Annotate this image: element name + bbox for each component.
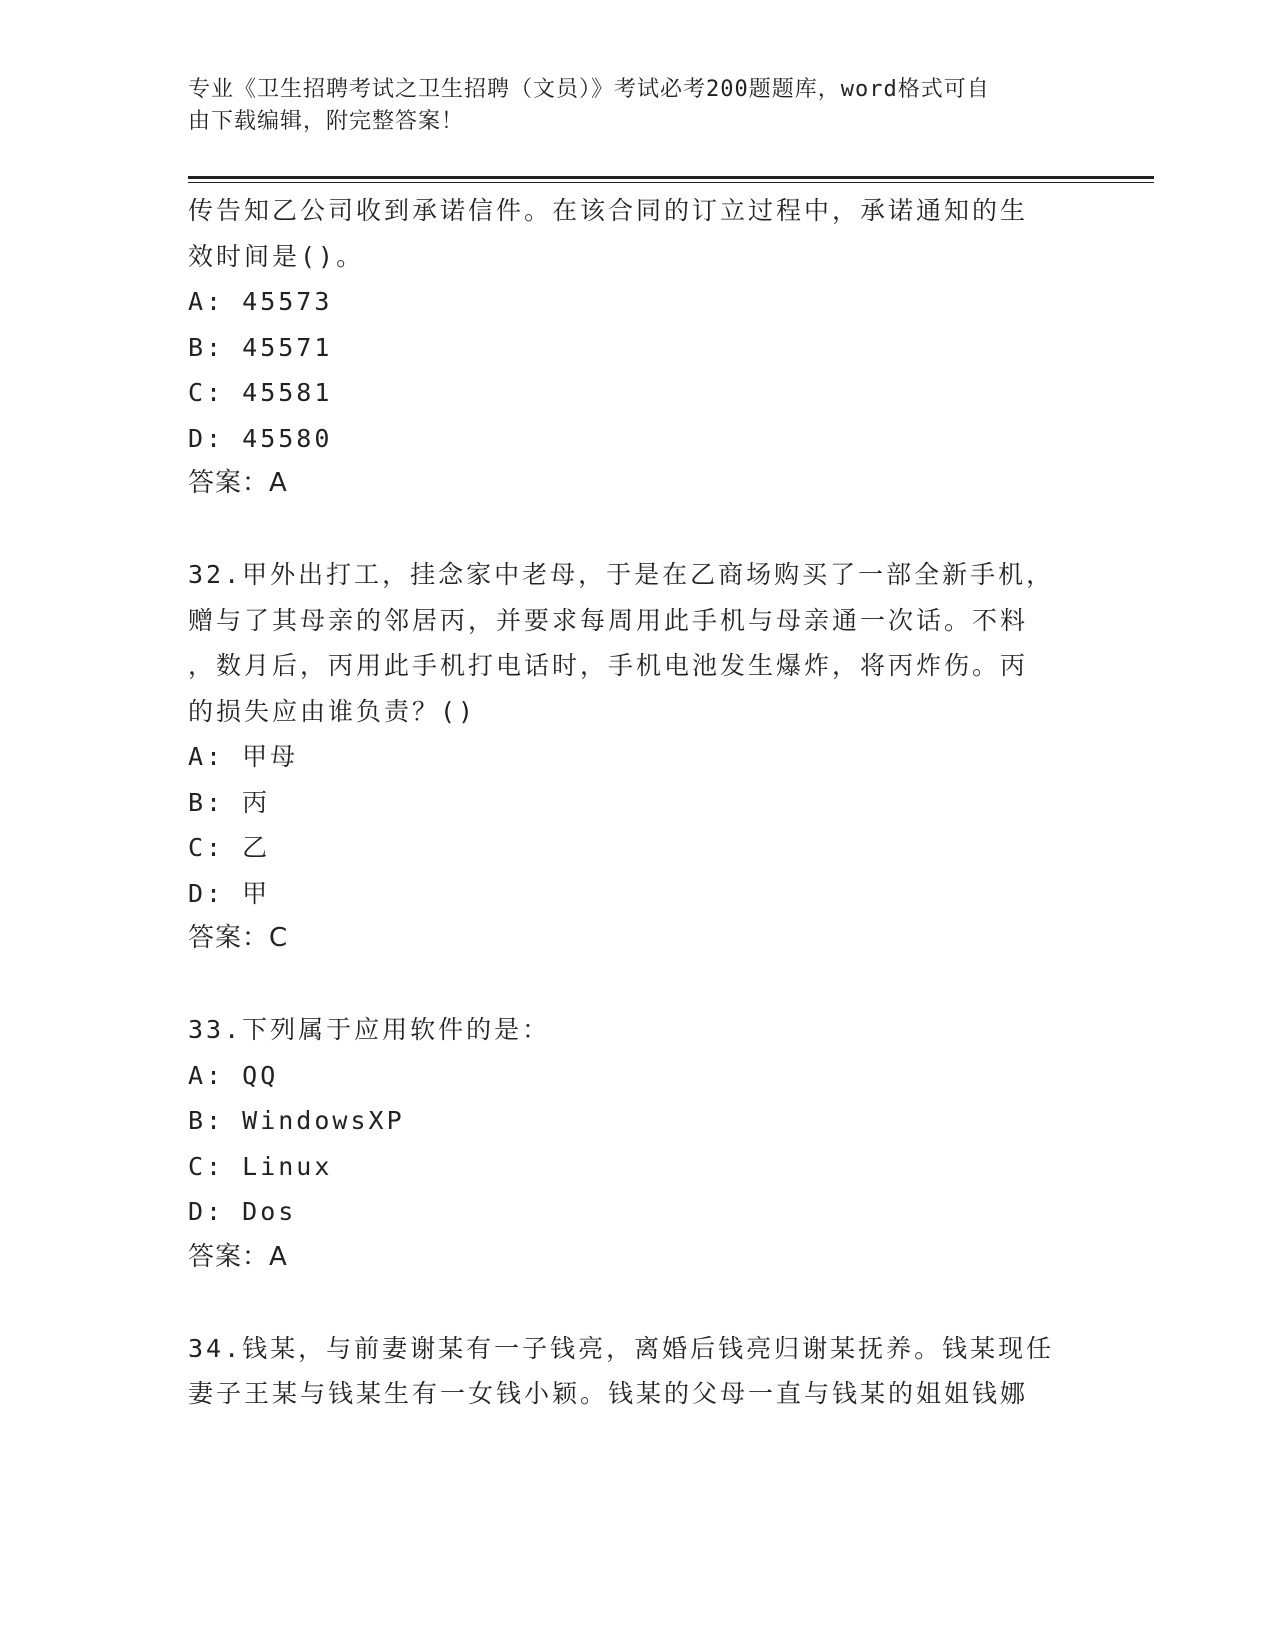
option-c: C: Linux [188,1151,333,1181]
question-text-line: 效时间是()。 [188,241,365,271]
question-text-line: 赠与了其母亲的邻居丙，并要求每周用此手机与母亲通一次话。不料 [188,605,1029,635]
header-rule-thick [188,176,1154,179]
option-d: D: 45580 [188,423,333,453]
question-31 [188,188,1088,507]
option-a: A: QQ [188,1060,279,1090]
spacer [188,962,1088,1008]
spacer [188,507,1088,553]
header-line-2: 由下载编辑，附完整答案！ [188,109,465,134]
answer-line: 答案：A [188,1241,288,1272]
option-d: D: Dos [188,1197,297,1226]
document-body [188,188,1088,1417]
header-rule-thin [188,182,1154,183]
option-b: B: WindowsXP [188,1106,405,1135]
question-text-line: 传告知乙公司收到承诺信件。在该合同的订立过程中，承诺通知的生 [188,196,1029,225]
question-text-line: ，数月后，丙用此手机打电话时，手机电池发生爆炸，将丙炸伤。丙 [188,651,1029,680]
question-34 [188,1326,1088,1417]
option-c: C: 乙 [188,833,271,862]
spacer [188,1280,1088,1326]
option-a: A: 45573 [188,287,333,316]
document-header [188,74,1068,138]
header-line-1: 专业《卫生招聘考试之卫生招聘（文员）》考试必考200题题库，word格式可自 [188,77,990,102]
option-b: B: 丙 [188,787,271,817]
answer-line: 答案：A [188,468,288,498]
question-33 [188,1007,1088,1280]
question-text-line: 的损失应由谁负责？() [188,696,477,726]
question-text-line: 34.钱某，与前妻谢某有一子钱亮，离婚后钱亮归谢某抚养。钱某现任 [188,1333,1055,1363]
question-text-line: 32.甲外出打工，挂念家中老母，于是在乙商场购买了一部全新手机， [188,560,1055,589]
question-text-line: 妻子王某与钱某生有一女钱小颖。钱某的父母一直与钱某的姐姐钱娜 [188,1379,1029,1408]
option-d: D: 甲 [188,878,271,908]
question-32 [188,552,1088,962]
question-text-line: 33.下列属于应用软件的是： [188,1015,551,1044]
option-c: C: 45581 [188,378,333,407]
answer-line: 答案：C [188,923,289,953]
option-b: B: 45571 [188,332,333,362]
option-a: A: 甲母 [188,742,299,771]
